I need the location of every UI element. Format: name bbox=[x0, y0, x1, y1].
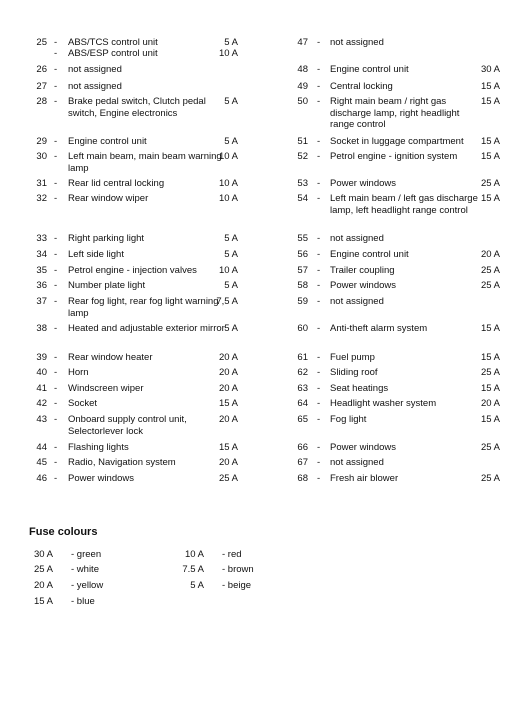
fuse-description: Left main beam, main beam warning lamp bbox=[68, 151, 222, 174]
fuse-description: Heated and adjustable exterior mirror bbox=[68, 323, 225, 334]
fuse-description: Onboard supply control unit, Selectorlever lock bbox=[68, 414, 187, 437]
fuse-amperage: 10 A bbox=[218, 48, 238, 59]
separator-dash: - bbox=[54, 193, 58, 204]
fuse-amperage: 10 A bbox=[218, 193, 238, 204]
fuse-amperage: 20 A bbox=[218, 352, 238, 363]
fuse-description: Left main beam / left gas discharge lamp, left headlight range control bbox=[330, 193, 478, 216]
fuse-number: 28 bbox=[36, 96, 47, 107]
fuse-description: Socket in luggage compartment bbox=[330, 136, 464, 147]
fuse-description: Rear window wiper bbox=[68, 193, 149, 204]
fuse-number: 30 bbox=[36, 151, 47, 162]
fuse-amperage: 25 A bbox=[480, 473, 500, 484]
fuse-description: Rear lid central locking bbox=[68, 178, 165, 189]
separator-dash: - bbox=[317, 442, 321, 453]
colour-amperage: 7.5 A bbox=[182, 564, 204, 575]
fuse-amperage: 10 A bbox=[218, 151, 238, 162]
separator-dash: - bbox=[317, 383, 321, 394]
fuse-description: Power windows bbox=[330, 178, 396, 189]
fuse-description: Seat heatings bbox=[330, 383, 389, 394]
separator-dash: - bbox=[54, 64, 58, 75]
fuse-amperage: 5 A bbox=[224, 249, 238, 260]
fuse-amperage: 15 A bbox=[218, 398, 238, 409]
fuse-description: Engine control unit bbox=[330, 64, 409, 75]
separator-dash: - bbox=[54, 383, 58, 394]
separator-dash: - bbox=[317, 265, 321, 276]
separator-dash: - bbox=[54, 136, 58, 147]
fuse-amperage: 15 A bbox=[480, 151, 500, 162]
colour-name: - white bbox=[71, 564, 99, 575]
fuse-number: 31 bbox=[36, 178, 47, 189]
fuse-amperage: 5 A bbox=[224, 233, 238, 244]
separator-dash: - bbox=[317, 233, 321, 244]
fuse-number: 37 bbox=[36, 296, 47, 307]
fuse-number: 49 bbox=[297, 81, 308, 92]
fuse-description: Right main beam / right gas discharge lamp, right headlight range control bbox=[330, 96, 460, 130]
separator-dash: - bbox=[317, 81, 321, 92]
fuse-amperage: 15 A bbox=[480, 96, 500, 107]
separator-dash: - bbox=[54, 457, 58, 468]
fuse-amperage: 5 A bbox=[224, 37, 238, 48]
fuse-number: 26 bbox=[36, 64, 47, 75]
separator-dash: - bbox=[317, 323, 321, 334]
separator-dash: - bbox=[54, 178, 58, 189]
fuse-number: 48 bbox=[297, 64, 308, 75]
fuse-amperage: 25 A bbox=[480, 178, 500, 189]
separator-dash: - bbox=[54, 249, 58, 260]
fuse-description: Fuel pump bbox=[330, 352, 375, 363]
fuse-amperage: 7,5 A bbox=[216, 296, 238, 307]
colour-name: - green bbox=[71, 549, 102, 560]
separator-dash: - bbox=[54, 296, 58, 307]
separator-dash: - bbox=[317, 457, 321, 468]
fuse-description: Number plate light bbox=[68, 280, 146, 291]
fuse-number: 62 bbox=[297, 367, 308, 378]
fuse-amperage: 5 A bbox=[224, 96, 238, 107]
fuse-number: 56 bbox=[297, 249, 308, 260]
colour-amperage: 5 A bbox=[190, 580, 204, 591]
fuse-amperage: 15 A bbox=[480, 323, 500, 334]
separator-dash: - bbox=[54, 81, 58, 92]
separator-dash: - bbox=[317, 280, 321, 291]
separator-dash: - bbox=[317, 96, 321, 107]
fuse-amperage: 25 A bbox=[480, 442, 500, 453]
separator-dash: - bbox=[317, 398, 321, 409]
fuse-amperage: 15 A bbox=[218, 442, 238, 453]
fuse-number: 61 bbox=[297, 352, 308, 363]
fuse-number: 35 bbox=[36, 265, 47, 276]
fuse-description: Fog light bbox=[330, 414, 367, 425]
fuse-description: not assigned bbox=[330, 233, 384, 244]
separator-dash: - bbox=[54, 96, 58, 107]
fuse-description: Fresh air blower bbox=[330, 473, 399, 484]
fuse-description: Engine control unit bbox=[68, 136, 147, 147]
separator-dash: - bbox=[317, 473, 321, 484]
fuse-amperage: 20 A bbox=[480, 249, 500, 260]
separator-dash: - bbox=[317, 151, 321, 162]
separator-dash: - bbox=[54, 398, 58, 409]
separator-dash: - bbox=[317, 414, 321, 425]
fuse-description: Brake pedal switch, Clutch pedal switch, Engine electronics bbox=[68, 96, 206, 119]
fuse-amperage: 15 A bbox=[480, 352, 500, 363]
fuse-amperage: 15 A bbox=[480, 414, 500, 425]
fuse-amperage: 25 A bbox=[480, 265, 500, 276]
colour-name: - blue bbox=[71, 596, 95, 607]
fuse-description: Radio, Navigation system bbox=[68, 457, 176, 468]
fuse-number: 54 bbox=[297, 193, 308, 204]
fuse-number: 63 bbox=[297, 383, 308, 394]
fuse-number: 34 bbox=[36, 249, 47, 260]
separator-dash: - bbox=[54, 265, 58, 276]
fuse-number: 57 bbox=[297, 265, 308, 276]
separator-dash: - bbox=[54, 151, 58, 162]
separator-dash: - bbox=[317, 136, 321, 147]
fuse-amperage: 10 A bbox=[218, 265, 238, 276]
separator-dash: - bbox=[54, 233, 58, 244]
fuse-number: 55 bbox=[297, 233, 308, 244]
separator-dash: - bbox=[317, 178, 321, 189]
fuse-amperage: 25 A bbox=[480, 280, 500, 291]
fuse-description: Power windows bbox=[68, 473, 134, 484]
colour-amperage: 10 A bbox=[184, 549, 204, 560]
separator-dash: - bbox=[54, 367, 58, 378]
fuse-amperage: 15 A bbox=[480, 136, 500, 147]
fuse-description: Engine control unit bbox=[330, 249, 409, 260]
fuse-description: Power windows bbox=[330, 280, 396, 291]
fuse-number: 38 bbox=[36, 323, 47, 334]
colour-name: - beige bbox=[222, 580, 252, 591]
fuse-description: Power windows bbox=[330, 442, 396, 453]
fuse-number: 65 bbox=[297, 414, 308, 425]
fuse-description: Rear fog light, rear fog light warning lamp bbox=[68, 296, 219, 319]
fuse-description: Right parking light bbox=[68, 233, 145, 244]
fuse-amperage: 20 A bbox=[480, 398, 500, 409]
fuse-colours-title: Fuse colours bbox=[29, 526, 98, 538]
separator-dash: - bbox=[54, 37, 58, 48]
fuse-amperage: 15 A bbox=[480, 193, 500, 204]
separator-dash: - bbox=[54, 442, 58, 453]
colour-amperage: 20 A bbox=[33, 580, 53, 591]
fuse-amperage: 5 A bbox=[224, 323, 238, 334]
fuse-description: Rear window heater bbox=[68, 352, 153, 363]
fuse-number: 40 bbox=[36, 367, 47, 378]
fuse-amperage: 10 A bbox=[218, 178, 238, 189]
fuse-description: Petrol engine - ignition system bbox=[330, 151, 458, 162]
colour-name: - red bbox=[222, 549, 242, 560]
fuse-description: not assigned bbox=[330, 37, 384, 48]
fuse-description: Horn bbox=[68, 367, 89, 378]
fuse-description: not assigned bbox=[330, 457, 384, 468]
colour-name: - yellow bbox=[71, 580, 104, 591]
fuse-amperage: 20 A bbox=[218, 367, 238, 378]
fuse-amperage: 5 A bbox=[224, 280, 238, 291]
fuse-number: 59 bbox=[297, 296, 308, 307]
fuse-number: 68 bbox=[297, 473, 308, 484]
separator-dash: - bbox=[54, 48, 58, 59]
fuse-number: 32 bbox=[36, 193, 47, 204]
fuse-description: Petrol engine - injection valves bbox=[68, 265, 197, 276]
fuse-amperage: 15 A bbox=[480, 81, 500, 92]
fuse-amperage: 5 A bbox=[224, 136, 238, 147]
fuse-amperage: 30 A bbox=[480, 64, 500, 75]
fuse-description: Socket bbox=[68, 398, 98, 409]
fuse-amperage: 20 A bbox=[218, 414, 238, 425]
fuse-description: Left side light bbox=[68, 249, 124, 260]
separator-dash: - bbox=[54, 473, 58, 484]
fuse-number: 58 bbox=[297, 280, 308, 291]
fuse-number: 53 bbox=[297, 178, 308, 189]
fuse-amperage: 20 A bbox=[218, 457, 238, 468]
separator-dash: - bbox=[54, 323, 58, 334]
fuse-number: 60 bbox=[297, 323, 308, 334]
fuse-number: 39 bbox=[36, 352, 47, 363]
fuse-number: 51 bbox=[297, 136, 308, 147]
separator-dash: - bbox=[317, 37, 321, 48]
fuse-number: 50 bbox=[297, 96, 308, 107]
fuse-number: 27 bbox=[36, 81, 47, 92]
fuse-number: 36 bbox=[36, 280, 47, 291]
fuse-description: not assigned bbox=[68, 64, 122, 75]
separator-dash: - bbox=[54, 280, 58, 291]
fuse-number: 67 bbox=[297, 457, 308, 468]
fuse-number: 46 bbox=[36, 473, 47, 484]
colour-amperage: 30 A bbox=[33, 549, 53, 560]
fuse-description: not assigned bbox=[68, 81, 122, 92]
colour-name: - brown bbox=[222, 564, 254, 575]
fuse-description: not assigned bbox=[330, 296, 384, 307]
fuse-number: 45 bbox=[36, 457, 47, 468]
fuse-description: Trailer coupling bbox=[330, 265, 395, 276]
separator-dash: - bbox=[317, 296, 321, 307]
fuse-amperage: 25 A bbox=[480, 367, 500, 378]
fuse-number: 25 bbox=[36, 37, 47, 48]
fuse-amperage: 15 A bbox=[480, 383, 500, 394]
colour-amperage: 25 A bbox=[33, 564, 53, 575]
fuse-amperage: 25 A bbox=[218, 473, 238, 484]
fuse-number: 44 bbox=[36, 442, 47, 453]
separator-dash: - bbox=[317, 367, 321, 378]
fuse-number: 41 bbox=[36, 383, 47, 394]
fuse-description: Sliding roof bbox=[330, 367, 378, 378]
separator-dash: - bbox=[54, 414, 58, 425]
fuse-number: 33 bbox=[36, 233, 47, 244]
separator-dash: - bbox=[317, 64, 321, 75]
separator-dash: - bbox=[317, 249, 321, 260]
separator-dash: - bbox=[317, 352, 321, 363]
fuse-description: ABS/TCS control unit bbox=[68, 37, 158, 48]
fuse-number: 29 bbox=[36, 136, 47, 147]
fuse-number: 66 bbox=[297, 442, 308, 453]
fuse-number: 42 bbox=[36, 398, 47, 409]
fuse-description: Windscreen wiper bbox=[68, 383, 144, 394]
fuse-description: Central locking bbox=[330, 81, 393, 92]
fuse-number: 47 bbox=[297, 37, 308, 48]
fuse-description: Headlight washer system bbox=[330, 398, 437, 409]
separator-dash: - bbox=[317, 193, 321, 204]
fuse-number: 43 bbox=[36, 414, 47, 425]
fuse-description: Flashing lights bbox=[68, 442, 129, 453]
colour-amperage: 15 A bbox=[33, 596, 53, 607]
fuse-description: ABS/ESP control unit bbox=[68, 48, 158, 59]
separator-dash: - bbox=[54, 352, 58, 363]
fuse-description: Anti-theft alarm system bbox=[330, 323, 428, 334]
fuse-amperage: 20 A bbox=[218, 383, 238, 394]
fuse-number: 52 bbox=[297, 151, 308, 162]
fuse-number: 64 bbox=[297, 398, 308, 409]
